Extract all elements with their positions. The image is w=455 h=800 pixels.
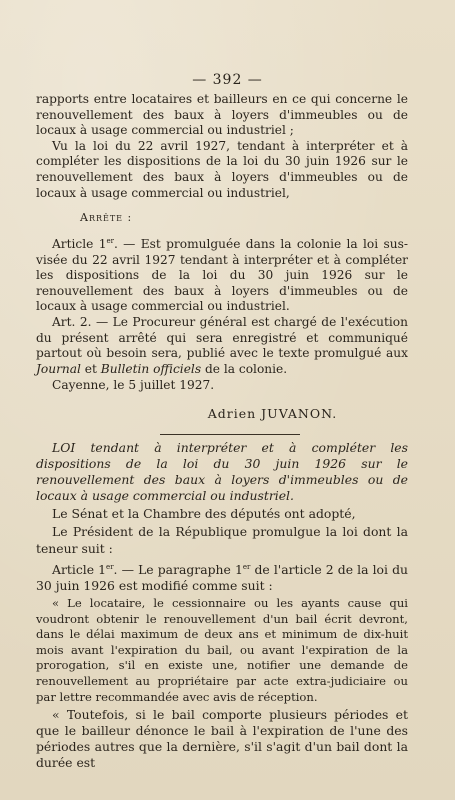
signature: Adrien JUVANON.: [207, 406, 338, 421]
journal-text: Journal: [36, 361, 81, 376]
page-number: — 392 —: [192, 72, 263, 88]
text-vu-la-loi: Vu la loi du 22 avril 1927, tendant à interpréter et à compléter les dispositions de la loi du 30 juin 1926 sur le renouvellement des baux à loyers d'immeubles ou de locaux à usage commercial ou industriel,: [36, 138, 408, 200]
quote-locataire: « Le locataire, le cessionnaire ou les ayants cause qui voudront obtenir le renouvellement d'un bail écrit devront, dans le délai maximum de deux ans et minimum de dix-huit mois avant l'expiration du bail, ou avant l'expiration de la prorogation, s'il en existe une, notifier une demande de renouvellement au propriétaire par acte extra-judiciaire ou par lettre recommandée avec avis de réception.: [36, 595, 408, 704]
article-2-text: Art. 2. — Le Procureur général est chargé de l'exécution du présent arrêté qui sera enregistré et communiqué partout où besoin sera, publié avec le texte promulgué aux: [36, 315, 408, 361]
date-line: Cayenne, le 5 juillet 1927.: [52, 378, 215, 393]
loi-title: LOI tendant à interpréter et à compléter les dispositions de la loi du 30 juin 1926 sur le renouvellement des baux à loyers d'immeubles ou de locaux à usage commercial ou industriel.: [36, 440, 408, 504]
senat-text: Le Sénat et la Chambre des députés ont adopté,: [52, 506, 356, 522]
loi-article-1-sup: er: [106, 562, 114, 571]
loi-article-1-a: . — Le paragraphe 1: [113, 561, 243, 577]
article-1-label: Article 1: [52, 237, 107, 252]
arrete-heading: Arrête :: [80, 211, 133, 224]
quote-toutefois: « Toutefois, si le bail comporte plusieurs périodes et que le bailleur dénonce le bail à l'expiration de l'une des périodes autres que la dernière, s'il s'agit d'un bail dont la durée est: [36, 707, 408, 771]
article-2-arrete: [36, 315, 408, 377]
text-rapports: rapports entre locataires et bailleurs en ce qui concerne le renouvellement des baux à loyers d'immeubles ou de locaux à usage commercial ou industriel ;: [36, 92, 408, 138]
loi-article-1: [36, 559, 408, 594]
loi-article-1-b: de l'article 2 de la loi du 30 juin 1926 est modifié comme suit :: [36, 561, 408, 593]
loi-article-1-label: Article 1: [52, 561, 107, 577]
president-text: Le Président de la République promulgue la loi dont la teneur suit :: [36, 524, 408, 556]
loi-article-1-sup2: er: [242, 562, 251, 571]
article-1-arrete: [36, 234, 408, 315]
bulletin-text: Bulletin officiels: [100, 361, 202, 376]
paragraph-rapports: [36, 92, 408, 201]
article-1-text: . — Est promulguée dans la colonie la loi sus-visée du 22 avril 1927 tendant à interpréter et à compléter les dispositions de la loi du 30 juin 1926 sur le renouvellement des baux à loyers d'immeubles ou de locaux à usage commercial ou industriel.: [36, 237, 408, 314]
et-text: et: [80, 361, 101, 376]
loi-section: [36, 440, 408, 774]
section-divider: [160, 434, 300, 435]
article-1-sup: er: [106, 237, 114, 245]
article-2-end: de la colonie.: [201, 361, 288, 376]
articles-arrete: [36, 234, 408, 394]
